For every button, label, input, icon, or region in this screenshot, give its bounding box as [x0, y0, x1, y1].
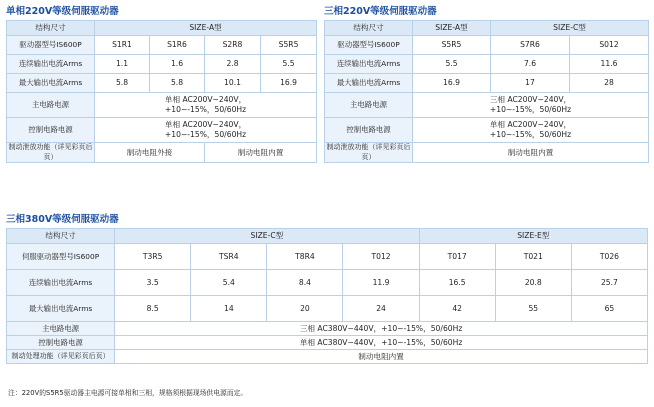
row-label-brake: 制动泄放功能（详见彩页后页）: [8, 143, 93, 161]
single-phase-220v-table: [6, 20, 317, 163]
row-label-continuous-current: 连续输出电流Arms: [325, 55, 413, 74]
cell-value: 16.5: [419, 270, 495, 296]
row-label-max-current: 最大输出电流Arms: [7, 74, 95, 93]
section-title-single-phase-220v: 单相220V等级伺服驱动器: [6, 6, 119, 17]
cell-brake-internal: 制动电阻内置: [205, 143, 317, 163]
cell-value: 11.9: [343, 270, 419, 296]
table-row: [7, 244, 648, 270]
row-label-control-power: 控制电路电源: [7, 336, 115, 350]
table-row: [7, 36, 317, 55]
row-label-main-power: 主电路电源: [7, 93, 95, 118]
column-header-structure: 结构尺寸: [325, 21, 413, 36]
cell-value: S7R6: [491, 36, 570, 55]
table-row: [7, 270, 648, 296]
table-header-row: [325, 21, 649, 36]
cell-value: 8.4: [267, 270, 343, 296]
cell-value: 42: [419, 296, 495, 322]
row-label-model: 伺服驱动器型号IS600P: [7, 244, 115, 270]
cell-value: S2R8: [205, 36, 261, 55]
table-row: [7, 55, 317, 74]
row-label-control-power: 控制电路电源: [7, 118, 95, 143]
section-title-three-phase-380v: 三相380V等级伺服驱动器: [6, 214, 119, 225]
table-row: [325, 74, 649, 93]
single-phase-220v-block: [6, 6, 316, 163]
table-row: [325, 118, 649, 143]
footnote: 注：220V的S5R5驱动器主电源可接单相和三相，规格须根据现场供电源而定。: [8, 389, 248, 397]
cell-value: 5.5: [261, 55, 317, 74]
row-label-control-power: 控制电路电源: [325, 118, 413, 143]
cell-brake-external: 制动电阻外接: [95, 143, 205, 163]
table-header-row: [7, 229, 648, 244]
cell-main-power-value: 单相 AC200V~240V， +10~-15%，50/60Hz: [95, 93, 317, 118]
row-label-continuous-current: 连续输出电流Arms: [7, 55, 95, 74]
cell-value: 14: [191, 296, 267, 322]
cell-value: 20: [267, 296, 343, 322]
column-header-size-c: SIZE-C型: [115, 229, 419, 244]
cell-value: 10.1: [205, 74, 261, 93]
cell-brake-internal: 制动电阻内置: [115, 350, 648, 364]
table-row: [7, 296, 648, 322]
table-row: [7, 74, 317, 93]
cell-value: 16.9: [413, 74, 491, 93]
section-title-three-phase-220v: 三相220V等级伺服驱动器: [324, 6, 437, 17]
column-header-structure: 结构尺寸: [7, 229, 115, 244]
table-row: [325, 55, 649, 74]
column-header-size-a: SIZE-A型: [413, 21, 491, 36]
cell-value: S1R6: [150, 36, 205, 55]
row-label-model: 驱动器型号IS600P: [7, 36, 95, 55]
cell-value: 5.5: [413, 55, 491, 74]
cell-value: S5R5: [413, 36, 491, 55]
three-phase-220v-table: [324, 20, 649, 163]
cell-value: 11.6: [570, 55, 649, 74]
cell-value: 65: [571, 296, 647, 322]
three-phase-380v-table: [6, 228, 648, 364]
cell-value: T3R5: [115, 244, 191, 270]
cell-value: S1R1: [95, 36, 150, 55]
column-header-size-e: SIZE-E型: [419, 229, 647, 244]
cell-control-power-value: 单相 AC200V~240V， +10~-15%，50/60Hz: [95, 118, 317, 143]
cell-value: 2.8: [205, 55, 261, 74]
cell-value: S012: [570, 36, 649, 55]
cell-value: 16.9: [261, 74, 317, 93]
cell-value: 5.8: [95, 74, 150, 93]
table-row: [7, 143, 317, 163]
cell-value: 25.7: [571, 270, 647, 296]
column-header-size-a: SIZE-A型: [95, 21, 317, 36]
row-label-max-current: 最大输出电流Arms: [325, 74, 413, 93]
row-label-main-power: 主电路电源: [7, 322, 115, 336]
row-label-max-current: 最大输出电流Arms: [7, 296, 115, 322]
cell-value: 55: [495, 296, 571, 322]
cell-value: 7.6: [491, 55, 570, 74]
row-label-main-power: 主电路电源: [325, 93, 413, 118]
table-row: [7, 336, 648, 350]
table-row: [7, 93, 317, 118]
row-label-model: 驱动器型号IS600P: [325, 36, 413, 55]
cell-value: 17: [491, 74, 570, 93]
cell-value: T012: [343, 244, 419, 270]
row-label-continuous-current: 连续输出电流Arms: [7, 270, 115, 296]
three-phase-220v-block: [324, 6, 648, 163]
cell-value: 28: [570, 74, 649, 93]
cell-value: 5.4: [191, 270, 267, 296]
cell-main-power-value: 三相 AC200V~240V， +10~-15%，50/60Hz: [413, 93, 649, 118]
row-label-brake: 制动处理功能（详见彩页后页）: [7, 350, 115, 364]
table-row: [325, 143, 649, 163]
cell-value: 5.8: [150, 74, 205, 93]
row-label-brake: 制动泄放功能（详见彩页后页）: [326, 143, 411, 161]
cell-value: T026: [571, 244, 647, 270]
cell-control-power-value: 单相 AC380V~440V，+10~-15%，50/60Hz: [115, 336, 648, 350]
cell-value: T8R4: [267, 244, 343, 270]
cell-value: S5R5: [261, 36, 317, 55]
cell-brake-internal: 制动电阻内置: [413, 143, 649, 163]
cell-value: T021: [495, 244, 571, 270]
cell-value: 3.5: [115, 270, 191, 296]
table-row: [325, 93, 649, 118]
cell-main-power-value: 三相 AC380V~440V，+10~-15%，50/60Hz: [115, 322, 648, 336]
column-header-structure: 结构尺寸: [7, 21, 95, 36]
table-row: [7, 350, 648, 364]
column-header-size-c: SIZE-C型: [491, 21, 649, 36]
table-row: [7, 118, 317, 143]
cell-value: 1.1: [95, 55, 150, 74]
cell-value: 20.8: [495, 270, 571, 296]
cell-value: 24: [343, 296, 419, 322]
table-row: [7, 322, 648, 336]
cell-control-power-value: 单相 AC200V~240V， +10~-15%，50/60Hz: [413, 118, 649, 143]
three-phase-380v-block: [6, 214, 648, 364]
cell-value: 8.5: [115, 296, 191, 322]
cell-value: T017: [419, 244, 495, 270]
table-header-row: [7, 21, 317, 36]
cell-value: TSR4: [191, 244, 267, 270]
table-row: [325, 36, 649, 55]
cell-value: 1.6: [150, 55, 205, 74]
